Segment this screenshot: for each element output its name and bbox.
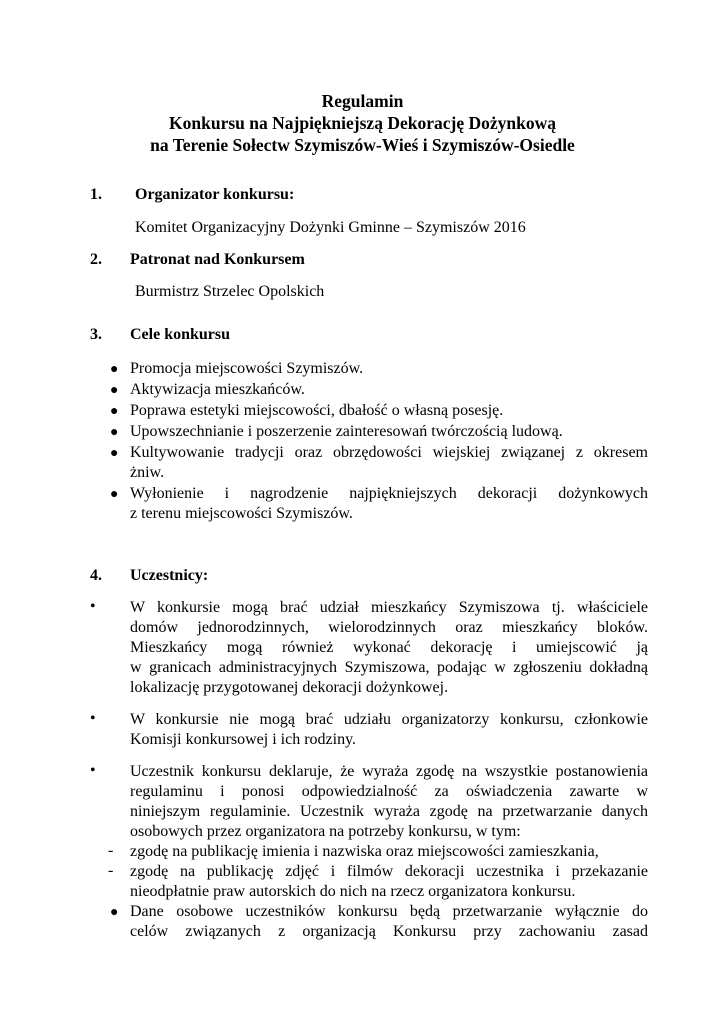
goal-item: Aktywizacja mieszkańców. bbox=[130, 381, 305, 398]
bullet-icon: ● bbox=[110, 404, 119, 419]
bullet-icon: • bbox=[90, 762, 96, 779]
participant-rule-line: osobowych przez organizatora na potrzeby konkursu, w tym: bbox=[130, 823, 521, 840]
bullet-icon: ● bbox=[110, 487, 119, 502]
data-processing-note-continuation: celów związanych z organizacją Konkursu przy zachowaniu zasad bbox=[130, 923, 648, 940]
bullet-icon: ● bbox=[110, 905, 119, 920]
consent-item: zgodę na publikację imienia i nazwiska oraz miejscowości zamieszkania, bbox=[130, 843, 599, 860]
participant-rule-line: Komisji konkursowej i ich rodziny. bbox=[130, 731, 357, 748]
section-4-heading: Uczestnicy: bbox=[130, 567, 209, 584]
section-1-number: 1. bbox=[90, 186, 102, 203]
document-title: Regulamin bbox=[321, 91, 404, 111]
section-2-text: Burmistrz Strzelec Opolskich bbox=[135, 283, 325, 300]
goal-item: Wyłonienie i nagrodzenie najpiękniejszych dekoracji dożynkowych bbox=[130, 485, 648, 502]
bullet-icon: ● bbox=[110, 362, 119, 377]
goal-item: Upowszechnianie i poszerzenie zainteresowań twórczością ludową. bbox=[130, 423, 563, 440]
dash-bullet-icon: - bbox=[108, 842, 114, 859]
section-1-heading: Organizator konkursu: bbox=[135, 186, 295, 203]
goal-item: Kultywowanie tradycji oraz obrzędowości wiejskiej związanej z okresem bbox=[130, 444, 648, 461]
section-3-heading: Cele konkursu bbox=[130, 326, 231, 343]
data-processing-note: Dane osobowe uczestników konkursu będą przetwarzanie wyłącznie do bbox=[130, 903, 648, 920]
consent-item: zgodę na publikację zdjęć i filmów dekoracji uczestnika i przekazanie bbox=[130, 863, 648, 880]
bullet-icon: • bbox=[90, 598, 96, 615]
goal-item-continuation: żniw. bbox=[130, 464, 165, 481]
bullet-icon: ● bbox=[110, 446, 119, 461]
section-1-text: Komitet Organizacyjny Dożynki Gminne – Szymiszów 2016 bbox=[135, 219, 526, 236]
goal-item-continuation: z terenu miejscowości Szymiszów. bbox=[130, 505, 353, 522]
section-2-number: 2. bbox=[90, 251, 102, 268]
document-subtitle-line-2: na Terenie Sołectw Szymiszów-Wieś i Szymiszów-Osiedle bbox=[150, 135, 575, 155]
participant-rule-line: domów jednorodzinnych, wielorodzinnych oraz mieszkańcy bloków. bbox=[130, 619, 648, 636]
participant-rule-line: w granicach administracyjnych Szymiszowa, podając w zgłoszeniu dokładną bbox=[130, 659, 648, 676]
participant-rule-line: lokalizację przygotowanej dekoracji dożynkowej. bbox=[130, 679, 449, 696]
participant-rule-line: W konkursie mogą brać udział mieszkańcy Szymiszowa tj. właściciele bbox=[130, 599, 648, 616]
participant-rule-line: Uczestnik konkursu deklaruje, że wyraża zgodę na wszystkie postanowienia bbox=[130, 763, 648, 780]
consent-item-continuation: nieodpłatnie praw autorskich do nich na rzecz organizatora konkursu. bbox=[130, 883, 576, 900]
section-2-heading: Patronat nad Konkursem bbox=[130, 251, 305, 268]
participant-rule-line: niniejszym regulaminie. Uczestnik wyraża zgodę na przetwarzanie danych bbox=[130, 803, 648, 820]
section-3-number: 3. bbox=[90, 326, 102, 343]
bullet-icon: • bbox=[90, 710, 96, 727]
bullet-icon: ● bbox=[110, 425, 119, 440]
participant-rule-line: Mieszkańcy mogą również wykonać dekorację i umiejscowić ją bbox=[130, 639, 648, 656]
dash-bullet-icon: - bbox=[108, 862, 114, 879]
section-4-number: 4. bbox=[90, 567, 102, 584]
bullet-icon: ● bbox=[110, 383, 119, 398]
document-subtitle-line-1: Konkursu na Najpiękniejszą Dekorację Dożynkową bbox=[169, 113, 556, 133]
goal-item: Promocja miejscowości Szymiszów. bbox=[130, 360, 364, 377]
participant-rule-line: W konkursie nie mogą brać udziału organizatorzy konkursu, członkowie bbox=[130, 711, 648, 728]
participant-rule-line: regulaminu i ponosi odpowiedzialność za oświadczenia zawarte w bbox=[130, 783, 648, 800]
goal-item: Poprawa estetyki miejscowości, dbałość o własną posesję. bbox=[130, 402, 504, 419]
